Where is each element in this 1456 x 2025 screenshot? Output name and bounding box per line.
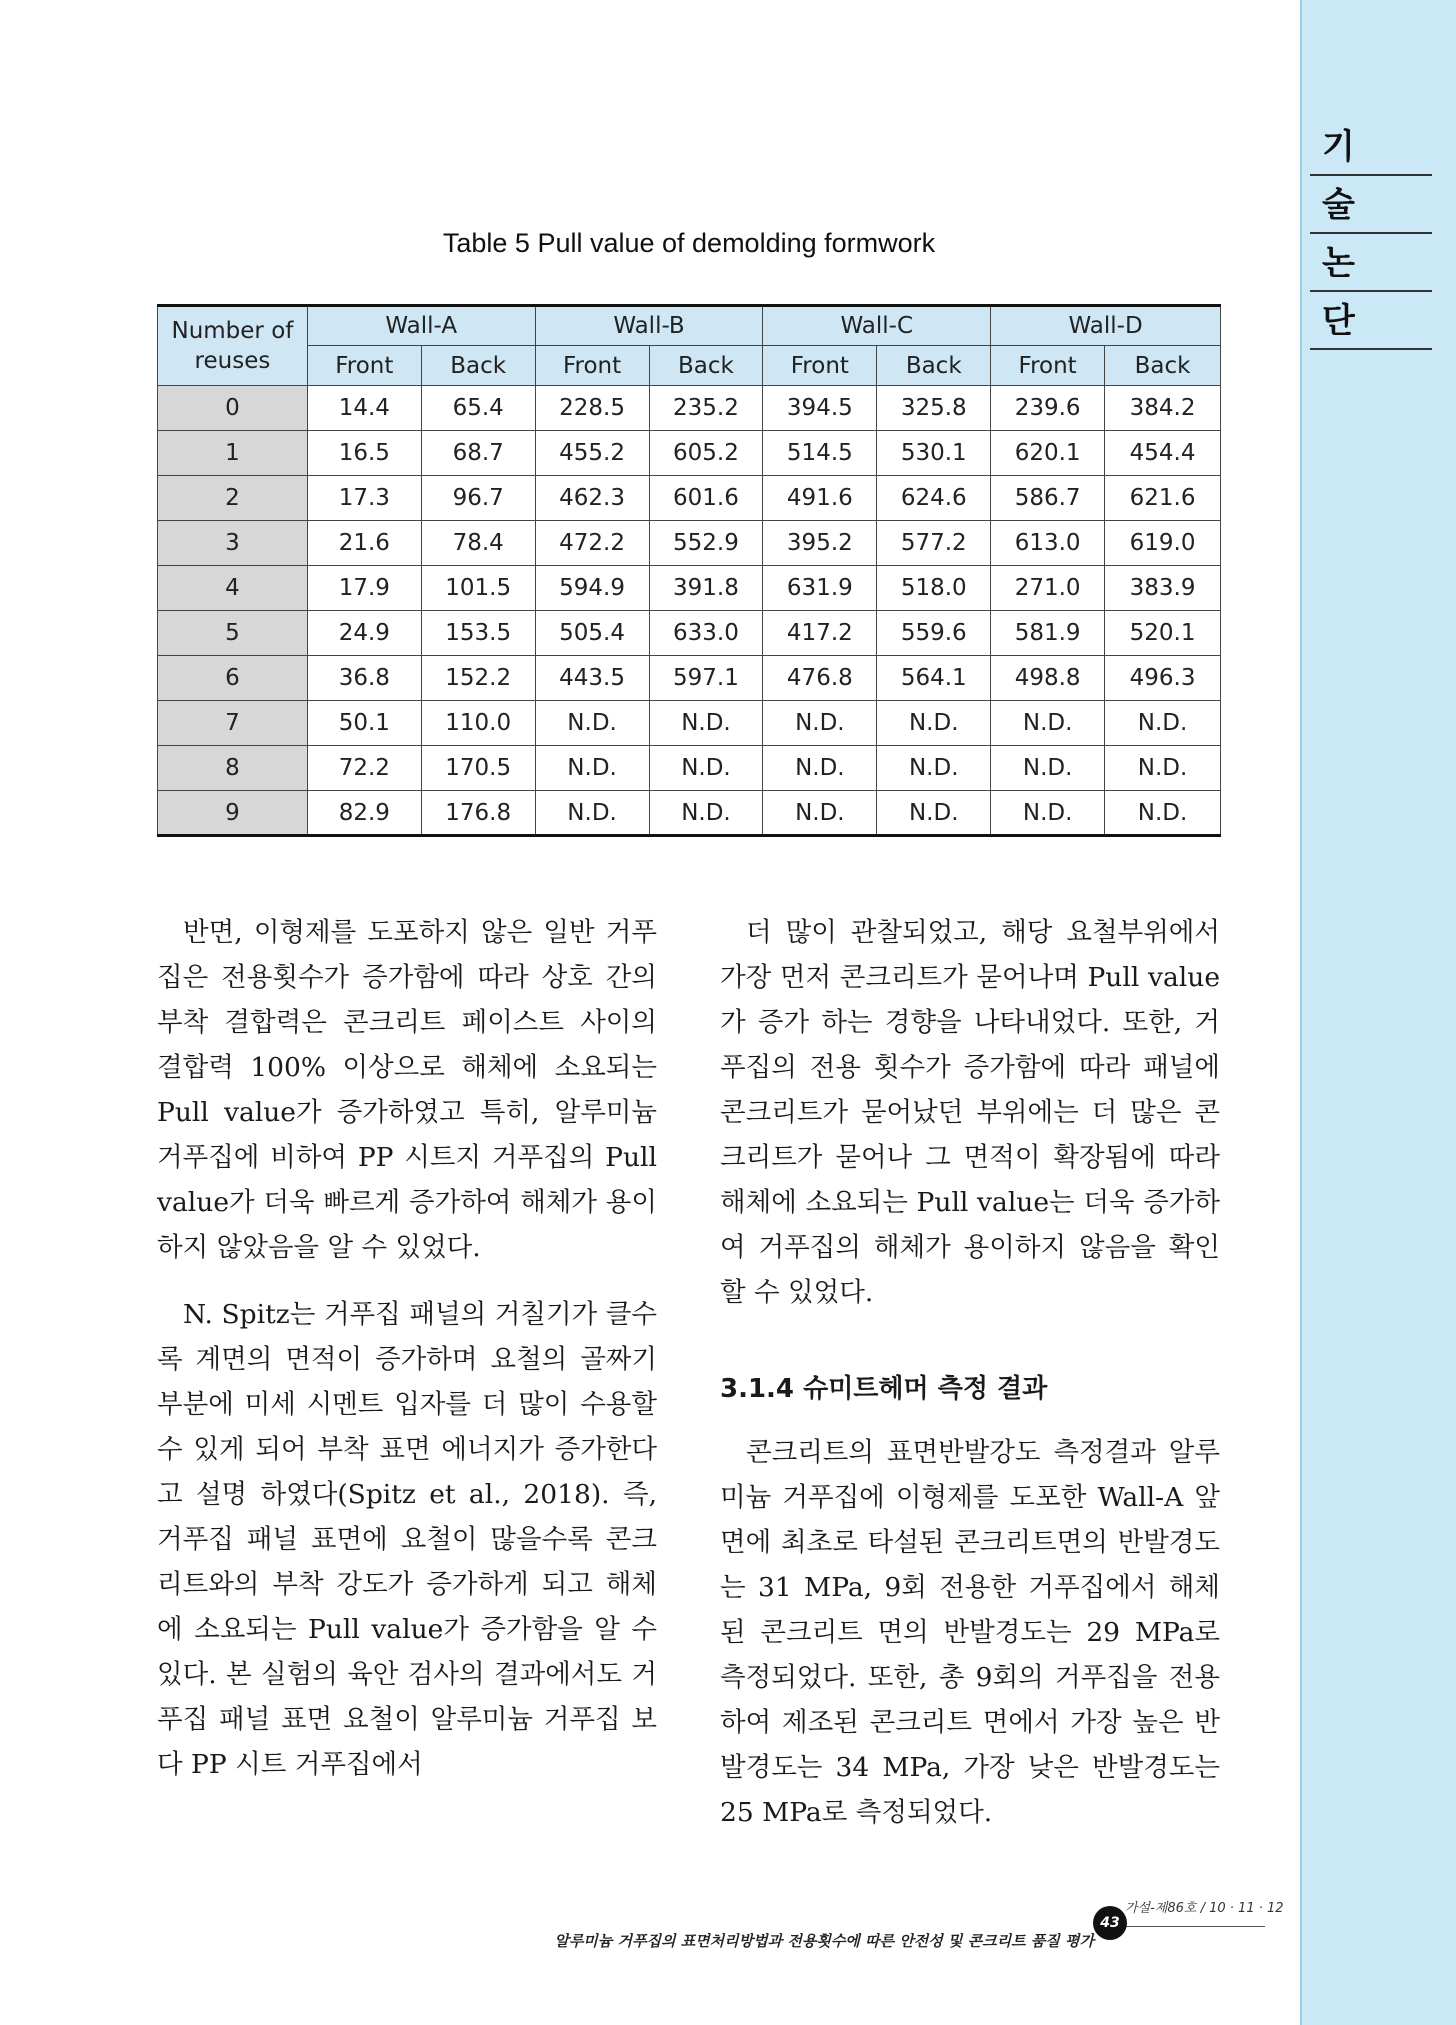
pull-value-cell: 235.2 (649, 386, 763, 431)
pull-value-cell: 72.2 (307, 746, 421, 791)
reuse-count-cell: 0 (158, 386, 308, 431)
pull-value-cell: 384.2 (1105, 386, 1221, 431)
side-tab-char: 단 (1310, 292, 1432, 350)
pull-value-cell: 520.1 (1105, 611, 1221, 656)
table-row (158, 656, 1221, 701)
pull-value-cell: N.D. (649, 701, 763, 746)
pull-value-cell: N.D. (535, 791, 649, 836)
pull-value-cell: 24.9 (307, 611, 421, 656)
pull-value-cell: N.D. (877, 746, 991, 791)
reuse-count-cell: 1 (158, 431, 308, 476)
pull-value-cell: 564.1 (877, 656, 991, 701)
table-row (158, 611, 1221, 656)
reuse-count-cell: 5 (158, 611, 308, 656)
table-title: Table 5 Pull value of demolding formwork (442, 228, 936, 258)
pull-value-cell: N.D. (763, 791, 877, 836)
pull-value-cell: 496.3 (1105, 656, 1221, 701)
pull-value-cell: 605.2 (649, 431, 763, 476)
body-paragraph: N. Spitz는 거푸집 패널의 거칠기가 클수록 계면의 면적이 증가하며 요철의 골짜기 부분에 미세 시멘트 입자를 더 많이 수용할 수 있게 되어 부착 표면 에너지가 증가한다고 설명 하였다(Spitz et al., 2018). 즉, 거푸집 패널 표면에 요철이 많을수록 콘크리트와의 부착 강도가 증가하게 되고 해체에 소요되는 Pull value가 증가함을 알 수 있다. 본 실험의 육안 검사의 결과에서도 거푸집 패널 표면 요철이 알루미늄 거푸집 보다 PP 시트 거푸집에서 (157, 1299, 657, 1780)
front-header: Front (307, 346, 421, 386)
pull-value-cell: N.D. (1105, 701, 1221, 746)
pull-value-cell: N.D. (991, 701, 1105, 746)
pull-value-cell: 476.8 (763, 656, 877, 701)
pull-value-cell: N.D. (877, 791, 991, 836)
wall-header: Wall-A (307, 306, 535, 346)
pull-value-cell: 619.0 (1105, 521, 1221, 566)
pull-value-cell: 443.5 (535, 656, 649, 701)
pull-value-cell: 36.8 (307, 656, 421, 701)
journal-issue: 가설-제86호 / 10 · 11 · 12 (1125, 1901, 1284, 1916)
table-row (158, 791, 1221, 836)
pull-value-cell: 462.3 (535, 476, 649, 521)
pull-value-cell: 50.1 (307, 701, 421, 746)
section-heading: 3.1.4 슈미트헤머 측정 결과 (720, 1374, 1048, 1404)
front-header: Front (535, 346, 649, 386)
pull-value-cell: N.D. (763, 701, 877, 746)
table-row (158, 386, 1221, 431)
text-column-right (720, 910, 1220, 1835)
pull-value-cell: 514.5 (763, 431, 877, 476)
pull-value-cell: N.D. (535, 701, 649, 746)
pull-value-cell: 518.0 (877, 566, 991, 611)
side-tab-char: 논 (1310, 234, 1432, 292)
pull-value-cell: N.D. (991, 746, 1105, 791)
pull-value-cell: 455.2 (535, 431, 649, 476)
pull-value-cell: 601.6 (649, 476, 763, 521)
pull-value-cell: 14.4 (307, 386, 421, 431)
footer-divider (1115, 1926, 1265, 1927)
table-row (158, 431, 1221, 476)
back-header: Back (1105, 346, 1221, 386)
pull-value-cell: 101.5 (421, 566, 535, 611)
back-header: Back (649, 346, 763, 386)
pull-value-cell: N.D. (649, 791, 763, 836)
pull-value-cell: 153.5 (421, 611, 535, 656)
pull-value-cell: 633.0 (649, 611, 763, 656)
pull-value-cell: 394.5 (763, 386, 877, 431)
table-row (158, 476, 1221, 521)
pull-value-cell: 271.0 (991, 566, 1105, 611)
pull-value-cell: 552.9 (649, 521, 763, 566)
side-tab-label (1310, 118, 1432, 350)
pull-value-cell: 82.9 (307, 791, 421, 836)
pull-value-cell: 624.6 (877, 476, 991, 521)
pull-value-cell: 559.6 (877, 611, 991, 656)
pull-value-cell: N.D. (763, 746, 877, 791)
pull-value-cell: N.D. (535, 746, 649, 791)
table-body (158, 386, 1221, 836)
pull-value-cell: 96.7 (421, 476, 535, 521)
pull-value-cell: 17.3 (307, 476, 421, 521)
pull-value-cell: 454.4 (1105, 431, 1221, 476)
pull-value-cell: 65.4 (421, 386, 535, 431)
pull-value-cell: 395.2 (763, 521, 877, 566)
wall-header: Wall-C (763, 306, 991, 346)
pull-value-cell: 586.7 (991, 476, 1105, 521)
wall-header: Wall-D (991, 306, 1221, 346)
pull-value-cell: 68.7 (421, 431, 535, 476)
pull-value-cell: 16.5 (307, 431, 421, 476)
reuse-count-cell: 4 (158, 566, 308, 611)
page-number: 43 (1093, 1906, 1127, 1940)
back-header: Back (877, 346, 991, 386)
table-row (158, 701, 1221, 746)
pull-value-cell: N.D. (991, 791, 1105, 836)
running-title: 알루미늄 거푸집의 표면처리방법과 전용횟수에 따른 안전성 및 콘크리트 품질 평가 (554, 1932, 1094, 1950)
pull-value-cell: 417.2 (763, 611, 877, 656)
pull-value-cell: 228.5 (535, 386, 649, 431)
pull-value-cell: 505.4 (535, 611, 649, 656)
back-header: Back (421, 346, 535, 386)
pull-value-cell: 110.0 (421, 701, 535, 746)
body-paragraph: 반면, 이형제를 도포하지 않은 일반 거푸집은 전용횟수가 증가함에 따라 상호 간의 부착 결합력은 콘크리트 페이스트 사이의 결합력 100% 이상으로 해체에 소요되는 Pull value가 증가하였고 특히, 알루미늄 거푸집에 비하여 PP 시트지 거푸집의 Pull value가 더욱 빠르게 증가하여 해체가 용이하지 않았음을 알 수 있었다. (157, 917, 657, 1263)
pull-value-cell: 577.2 (877, 521, 991, 566)
side-tab-char: 기 (1310, 118, 1432, 176)
pull-value-cell: 176.8 (421, 791, 535, 836)
pull-value-cell: 530.1 (877, 431, 991, 476)
pull-value-cell: 17.9 (307, 566, 421, 611)
reuse-column-header: Number of reuses (158, 306, 308, 386)
pull-value-cell: 239.6 (991, 386, 1105, 431)
pull-value-cell: 581.9 (991, 611, 1105, 656)
wall-header: Wall-B (535, 306, 763, 346)
pull-value-table (157, 304, 1221, 837)
reuse-count-cell: 8 (158, 746, 308, 791)
pull-value-cell: 621.6 (1105, 476, 1221, 521)
reuse-count-cell: 3 (158, 521, 308, 566)
reuse-count-cell: 6 (158, 656, 308, 701)
pull-value-cell: 594.9 (535, 566, 649, 611)
pull-value-cell: 78.4 (421, 521, 535, 566)
body-paragraph: 콘크리트의 표면반발강도 측정결과 알루미늄 거푸집에 이형제를 도포한 Wall-A 앞면에 최초로 타설된 콘크리트면의 반발경도는 31 MPa, 9회 전용한 거푸집에서 해체된 콘크리트 면의 반발경도는 29 MPa로 측정되었다. 또한, 총 9회의 거푸집을 전용하여 제조된 콘크리트 면에서 가장 높은 반발경도는 34 MPa, 가장 낮은 반발경도는 25 MPa로 측정되었다. (720, 1437, 1220, 1828)
text-column-left (157, 910, 657, 1787)
pull-value-cell: 613.0 (991, 521, 1105, 566)
pull-value-cell: 491.6 (763, 476, 877, 521)
side-tab-char: 술 (1310, 176, 1432, 234)
reuse-count-cell: 7 (158, 701, 308, 746)
body-paragraph: 더 많이 관찰되었고, 해당 요철부위에서 가장 먼저 콘크리트가 묻어나며 Pull value가 증가 하는 경향을 나타내었다. 또한, 거푸집의 전용 횟수가 증가함에 따라 패널에 콘크리트가 묻어났던 부위에는 더 많은 콘크리트가 묻어나 그 면적이 확장됨에 따라 해체에 소요되는 Pull value는 더욱 증가하여 거푸집의 해체가 용이하지 않음을 확인 할 수 있었다. (720, 917, 1220, 1308)
pull-value-cell: 472.2 (535, 521, 649, 566)
pull-value-cell: 383.9 (1105, 566, 1221, 611)
table-row (158, 521, 1221, 566)
pull-value-cell: 325.8 (877, 386, 991, 431)
pull-value-cell: 620.1 (991, 431, 1105, 476)
pull-value-cell: 631.9 (763, 566, 877, 611)
pull-value-cell: 152.2 (421, 656, 535, 701)
table-row (158, 566, 1221, 611)
pull-value-cell: 21.6 (307, 521, 421, 566)
table-row (158, 746, 1221, 791)
pull-value-cell: N.D. (877, 701, 991, 746)
pull-value-cell: 498.8 (991, 656, 1105, 701)
reuse-count-cell: 2 (158, 476, 308, 521)
reuse-count-cell: 9 (158, 791, 308, 836)
pull-value-cell: 391.8 (649, 566, 763, 611)
front-header: Front (763, 346, 877, 386)
pull-value-cell: 597.1 (649, 656, 763, 701)
front-header: Front (991, 346, 1105, 386)
pull-value-cell: N.D. (1105, 791, 1221, 836)
pull-value-cell: N.D. (1105, 746, 1221, 791)
pull-value-cell: 170.5 (421, 746, 535, 791)
pull-value-cell: N.D. (649, 746, 763, 791)
